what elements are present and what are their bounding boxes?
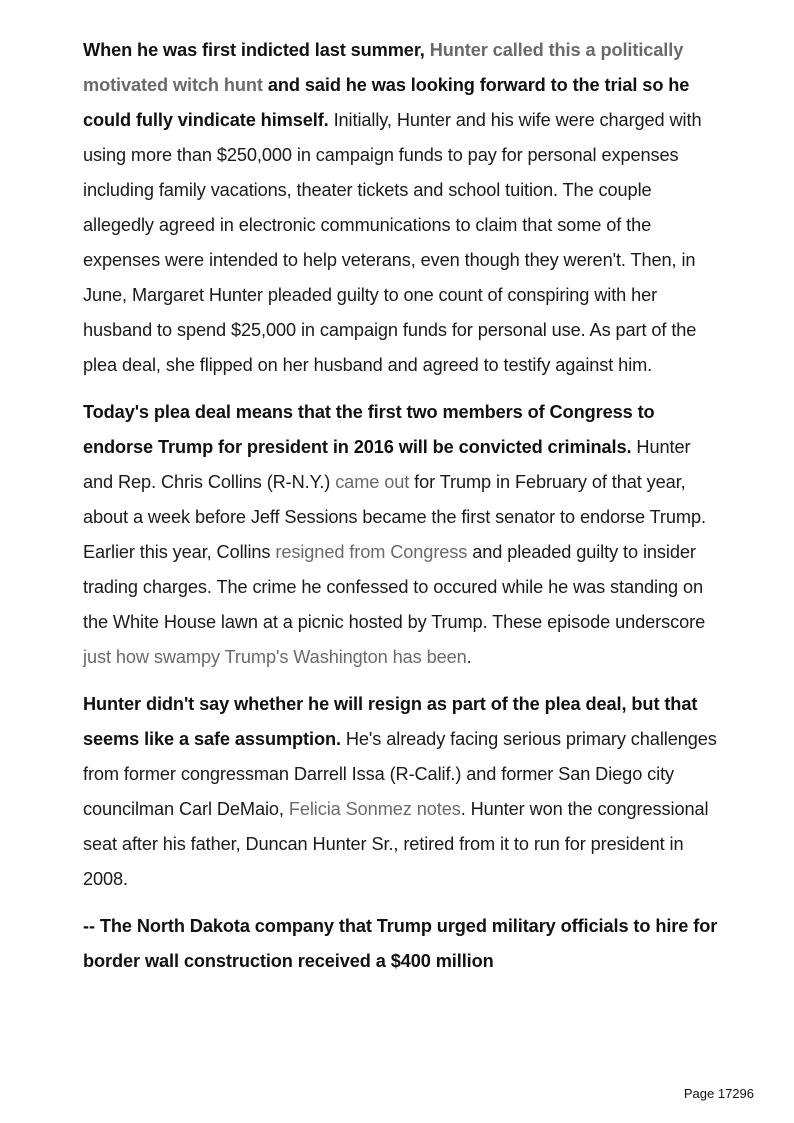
article-body	[83, 33, 723, 991]
link-felicia-sonmez-notes[interactable]: Felicia Sonmez notes	[288, 799, 461, 819]
paragraph	[83, 33, 723, 383]
bold-text: Hunter didn't say whether he will resign as part of the plea deal, but that seems like a safe assumption.	[83, 694, 698, 749]
page-number: Page 17296	[683, 1086, 754, 1101]
bold-text: When he was first indicted last summer,	[83, 40, 430, 60]
bold-text: Today's plea deal means that the first two members of Congress to endorse Trump for president in 2016 will be convicted criminals.	[83, 402, 655, 457]
paragraph	[83, 395, 723, 675]
paragraph	[83, 909, 723, 979]
link-came-out[interactable]: came out	[335, 472, 410, 492]
bold-text: -- The North Dakota company that Trump urged military officials to hire for border wall construction received a $400 million	[83, 916, 718, 971]
body-text: . Hunter won the congressional seat after his father, Duncan Hunter Sr., retired from it to run for president in 2008.	[83, 799, 709, 889]
body-text: .	[466, 647, 472, 667]
body-text: for Trump in February of that year, about a week before Jeff Sessions became the first senator to endorse Trump. Earlier this year, Collins	[83, 472, 706, 562]
link-resigned-from-congress[interactable]: resigned from Congress	[275, 542, 468, 562]
body-text: Initially, Hunter and his wife were charged with using more than $250,000 in campaign funds to pay for personal expenses including family vacations, theater tickets and school tuition. The couple allegedly agreed in electronic communications to claim that some of the expenses were intended to help veterans, even though they weren't. Then, in June, Margaret Hunter pleaded guilty to one count of conspiring with her husband to spend $25,000 in campaign funds for personal use. As part of the plea deal, she flipped on her husband and agreed to testify against him.	[83, 110, 702, 375]
bold-text: and said he was looking forward to the trial so he could fully vindicate himself.	[83, 75, 690, 130]
link-witch-hunt[interactable]: Hunter called this a politically motivated witch hunt	[83, 40, 684, 95]
body-text: Hunter and Rep. Chris Collins (R-N.Y.)	[83, 437, 691, 492]
body-text: and pleaded guilty to insider trading charges. The crime he confessed to occured while he was standing on the White House lawn at a picnic hosted by Trump. These episode underscore	[83, 542, 706, 632]
paragraph	[83, 687, 723, 897]
link-swampy-washington[interactable]: just how swampy Trump's Washington has been	[83, 647, 467, 667]
body-text: He's already facing serious primary challenges from former congressman Darrell Issa (R-Calif.) and former San Diego city councilman Carl DeMaio,	[83, 729, 717, 819]
